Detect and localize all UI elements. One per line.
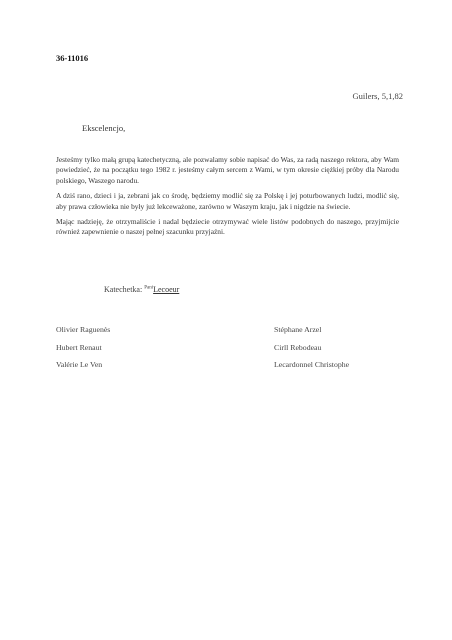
signatory-name: Lecardonnel Christophe bbox=[274, 360, 350, 369]
place-and-date: Guilers, 5,1,82 bbox=[352, 91, 403, 101]
catechist-label: Katechetka: bbox=[104, 285, 143, 294]
signatory-name: Cirll Rebodeau bbox=[274, 342, 322, 352]
signatory-name: Olivier Raguenès bbox=[56, 325, 111, 334]
catechist-line bbox=[104, 285, 179, 294]
salutation: Ekscelencjo, bbox=[82, 123, 126, 133]
signatory-name: Valérie Le Ven bbox=[56, 360, 103, 369]
paragraph-2: A dziś rano, dzieci i ja, zebrani jak co środę, będziemy modlić się za Polskę i jej poturbowanych ludzi, modlić się, aby prawa człowieka nie były już lekceważone, zarówno w Waszym kraju, jak i nigdzie na świecie. bbox=[56, 191, 399, 211]
reference-number: 36-11016 bbox=[56, 53, 89, 63]
paragraph-3: Mając nadzieję, że otrzymaliście i nadal będziecie otrzymywać wiele listów podobnych do naszego, przyjmijcie również zapewnienie o naszej pełnej szacunku przyjaźni. bbox=[56, 217, 399, 237]
signatory-name: Stéphane Arzel bbox=[274, 325, 322, 334]
catechist-title: Pani bbox=[144, 285, 154, 291]
letter-body bbox=[56, 155, 399, 243]
signatory-name: Hubert Renaut bbox=[56, 342, 102, 352]
signatories-left-column bbox=[56, 321, 110, 374]
signatories-right-column bbox=[274, 321, 349, 374]
catechist-signature: Lecoeur bbox=[153, 285, 180, 294]
paragraph-1: Jesteśmy tylko małą grupą katechetyczną, ale pozwalamy sobie napisać do Was, za radą naszego rektora, aby Wam powiedzieć, że na początku tego 1982 r. jesteśmy całym sercem z Wami, w tym okresie ciężkiej próby dla Narodu polskiego, Waszego narodu. bbox=[56, 155, 399, 185]
